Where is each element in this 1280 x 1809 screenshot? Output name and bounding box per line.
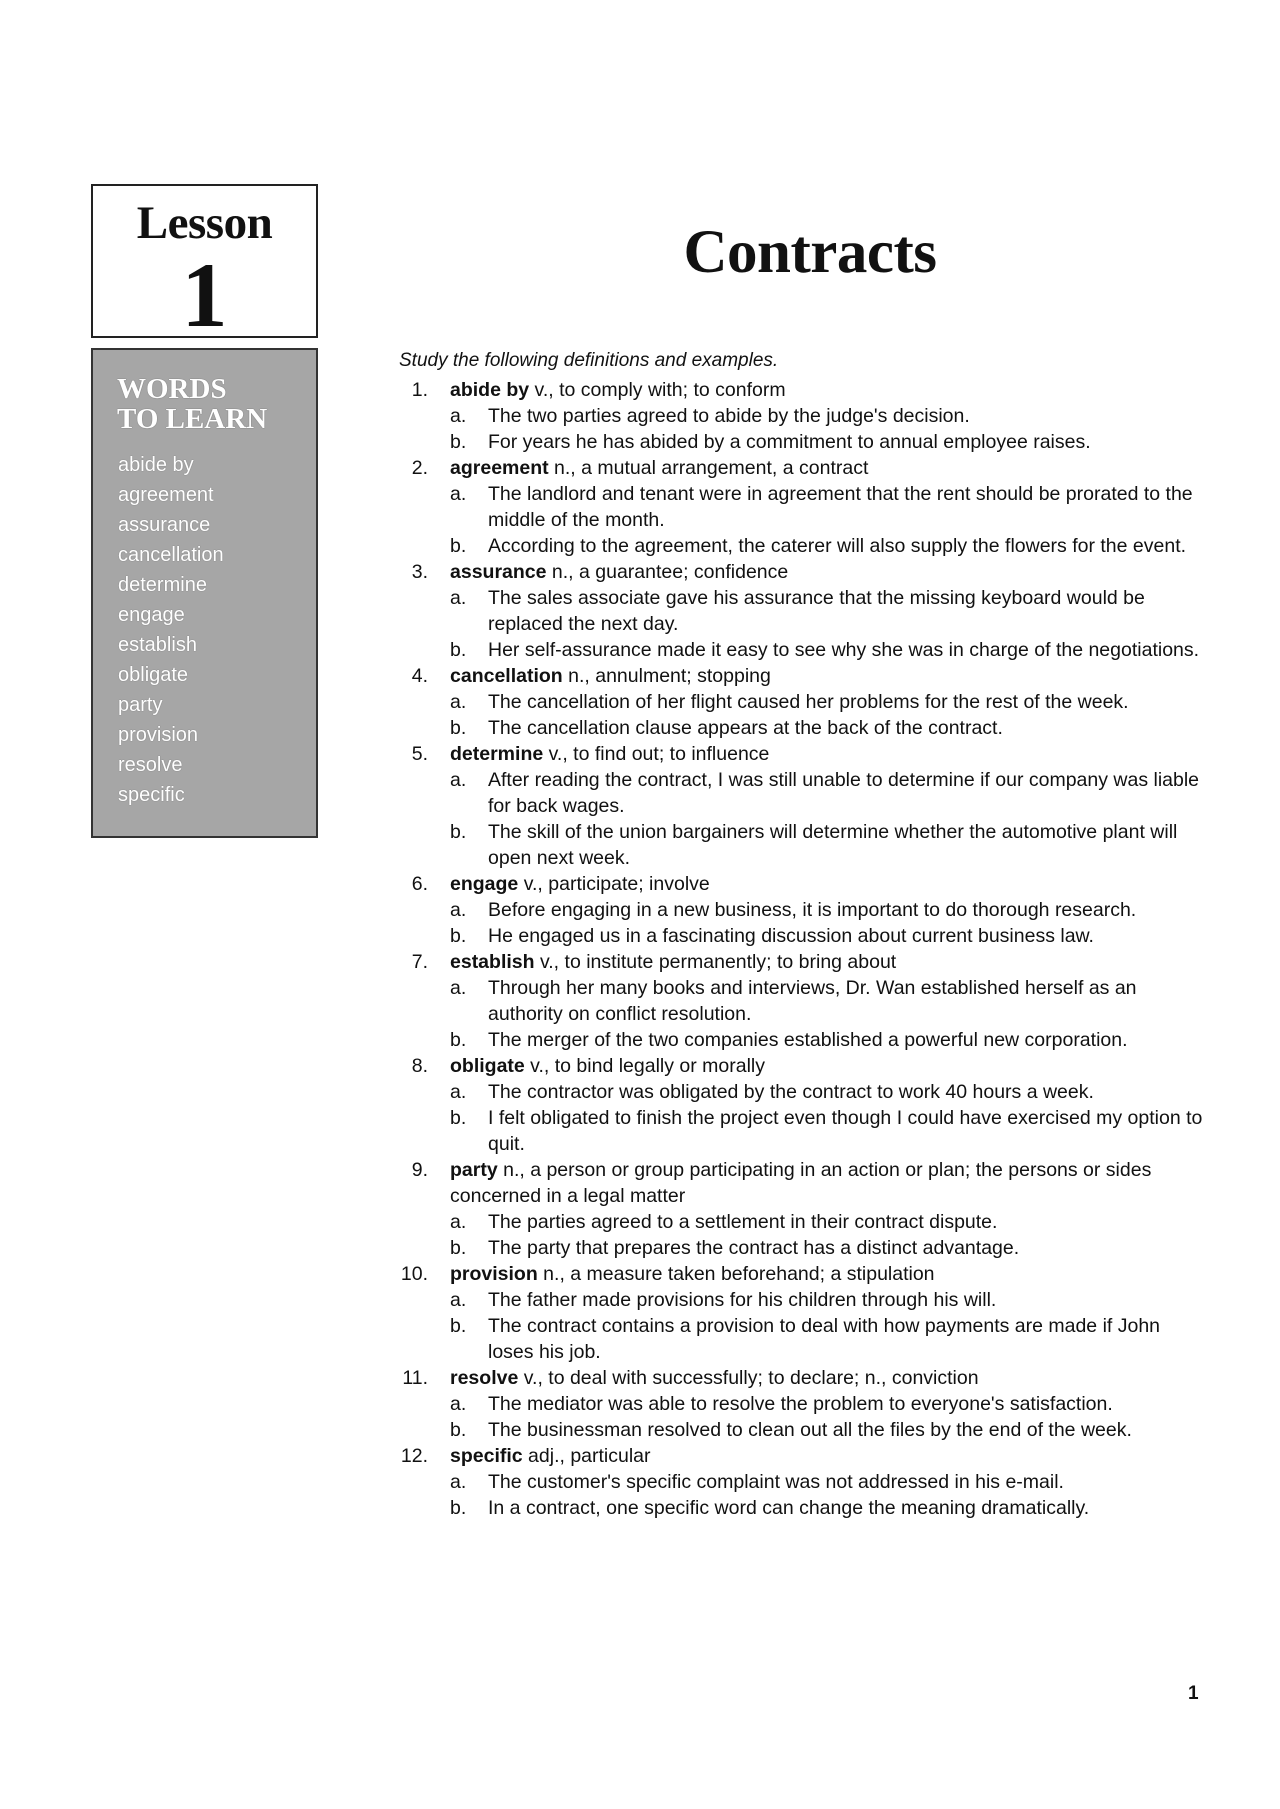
example-letter: b. — [450, 1107, 467, 1129]
example-letter: b. — [450, 925, 467, 947]
example-letter: a. — [450, 483, 467, 505]
entry-term: engage — [450, 873, 519, 895]
entry-definition: v., participate; involve — [518, 873, 710, 895]
vocab-entry — [380, 1365, 1210, 1443]
example-text: Through her many books and interviews, Dr. Wan established herself as an authority on conflict resolution. — [488, 977, 1137, 1025]
entry-term: assurance — [450, 561, 547, 583]
example-letter: b. — [450, 1029, 467, 1051]
example-letter: a. — [450, 405, 467, 427]
entry-example — [450, 429, 1210, 455]
example-letter: b. — [450, 431, 467, 453]
example-letter: b. — [450, 821, 467, 843]
example-letter: a. — [450, 1081, 467, 1103]
sidebar-title — [117, 374, 316, 434]
sidebar-word: resolve — [118, 754, 183, 776]
vocab-entry — [380, 455, 1210, 559]
example-letter: b. — [450, 717, 467, 739]
entry-number: 5. — [411, 743, 428, 765]
entry-number: 6. — [411, 873, 428, 895]
example-letter: b. — [450, 535, 467, 557]
page-number: 1 — [1188, 1683, 1199, 1704]
example-letter: a. — [450, 587, 467, 609]
entry-example — [450, 1469, 1210, 1495]
entry-term: party — [450, 1159, 498, 1181]
sidebar-title-line1: WORDS — [117, 373, 227, 405]
entry-example — [450, 1079, 1210, 1105]
entry-term: agreement — [450, 457, 549, 479]
entry-number: 9. — [411, 1159, 428, 1181]
sidebar-word: abide by — [118, 454, 194, 476]
example-text: The landlord and tenant were in agreement that the rent should be prorated to the middle of the month. — [488, 483, 1193, 531]
example-text: The sales associate gave his assurance that the missing keyboard would be replaced the next day. — [488, 587, 1145, 635]
entry-number: 10. — [400, 1263, 428, 1285]
example-letter: a. — [450, 691, 467, 713]
sidebar-word: establish — [118, 634, 197, 656]
entry-example — [450, 1235, 1210, 1261]
entry-definition: n., a guarantee; confidence — [546, 561, 789, 583]
entry-example — [450, 1105, 1210, 1157]
entry-example — [450, 1391, 1210, 1417]
sidebar-word: cancellation — [118, 544, 224, 566]
entry-example — [450, 1209, 1210, 1235]
example-letter: a. — [450, 1211, 467, 1233]
entry-example — [450, 923, 1210, 949]
entry-definition: n., a person or group participating in an action or plan; the persons or sides concerned in a legal matter — [450, 1159, 1152, 1207]
words-list — [118, 450, 316, 810]
entry-example — [450, 403, 1210, 429]
sidebar-word: provision — [118, 724, 199, 746]
entry-term: obligate — [450, 1055, 525, 1077]
entry-number: 7. — [411, 951, 428, 973]
example-letter: b. — [450, 1237, 467, 1259]
lesson-number: 1 — [181, 244, 228, 346]
entry-definition: v., to find out; to influence — [543, 743, 770, 765]
entry-example — [450, 637, 1210, 663]
example-text: The father made provisions for his children through his will. — [488, 1289, 997, 1311]
entry-example — [450, 481, 1210, 533]
example-text: The contract contains a provision to deal with how payments are made if John loses his job. — [488, 1315, 1161, 1363]
vocab-entry — [380, 1443, 1210, 1521]
example-text: The parties agreed to a settlement in their contract dispute. — [488, 1211, 998, 1233]
example-text: The cancellation clause appears at the back of the contract. — [488, 717, 1003, 739]
entry-example — [450, 689, 1210, 715]
sidebar-title-line2: TO LEARN — [117, 403, 268, 435]
instructions: Study the following definitions and examples. — [399, 350, 779, 371]
entry-definition: n., annulment; stopping — [562, 665, 771, 687]
sidebar-word: assurance — [118, 514, 211, 536]
sidebar-word: determine — [118, 574, 207, 596]
entry-term: resolve — [450, 1367, 519, 1389]
entry-example — [450, 1027, 1210, 1053]
entry-definition: v., to bind legally or morally — [524, 1055, 766, 1077]
example-letter: b. — [450, 1419, 467, 1441]
example-text: After reading the contract, I was still unable to determine if our company was liable for back wages. — [488, 769, 1200, 817]
entry-number: 2. — [411, 457, 428, 479]
example-letter: b. — [450, 1497, 467, 1519]
entry-example — [450, 1313, 1210, 1365]
entry-term: abide by — [450, 379, 530, 401]
example-text: The customer's specific complaint was not addressed in his e-mail. — [488, 1471, 1064, 1493]
entry-definition: v., to comply with; to conform — [529, 379, 786, 401]
entry-definition: adj., particular — [522, 1445, 651, 1467]
entry-definition: n., a mutual arrangement, a contract — [548, 457, 869, 479]
example-text: I felt obligated to finish the project even though I could have exercised my option to quit. — [488, 1107, 1203, 1155]
entry-term: cancellation — [450, 665, 563, 687]
vocab-entry — [380, 1261, 1210, 1365]
example-text: Before engaging in a new business, it is important to do thorough research. — [488, 899, 1137, 921]
example-letter: b. — [450, 1315, 467, 1337]
entry-term: provision — [450, 1263, 538, 1285]
entry-example — [450, 585, 1210, 637]
entry-example — [450, 1495, 1210, 1521]
entry-example — [450, 819, 1210, 871]
vocab-entry — [380, 1053, 1210, 1157]
sidebar-word: specific — [118, 784, 185, 806]
sidebar-word: obligate — [118, 664, 189, 686]
entry-example — [450, 1287, 1210, 1313]
entry-definition: v., to institute permanently; to bring about — [534, 951, 897, 973]
sidebar-word: agreement — [118, 484, 214, 506]
example-letter: a. — [450, 1471, 467, 1493]
entry-example — [450, 767, 1210, 819]
entry-number: 11. — [402, 1367, 428, 1389]
vocab-entry — [380, 559, 1210, 663]
example-letter: b. — [450, 639, 467, 661]
example-text: The contractor was obligated by the contract to work 40 hours a week. — [488, 1081, 1094, 1103]
vocab-entry — [380, 871, 1210, 949]
entry-example — [450, 715, 1210, 741]
sidebar-word: party — [118, 694, 163, 716]
entry-number: 12. — [400, 1445, 428, 1467]
example-text: The skill of the union bargainers will determine whether the automotive plant will open next week. — [488, 821, 1178, 869]
vocab-entry — [380, 741, 1210, 871]
lesson-header-box — [91, 184, 318, 346]
entry-term: establish — [450, 951, 535, 973]
example-letter: a. — [450, 769, 467, 791]
entry-example — [450, 975, 1210, 1027]
example-text: The cancellation of her flight caused her problems for the rest of the week. — [488, 691, 1129, 713]
example-letter: a. — [450, 899, 467, 921]
vocab-entry — [380, 1157, 1210, 1261]
example-text: For years he has abided by a commitment to annual employee raises. — [488, 431, 1091, 453]
example-text: According to the agreement, the caterer will also supply the flowers for the event. — [488, 535, 1187, 557]
entry-number: 8. — [411, 1055, 428, 1077]
entry-definition: n., a measure taken beforehand; a stipulation — [537, 1263, 935, 1285]
entry-example — [450, 533, 1210, 559]
example-letter: a. — [450, 1393, 467, 1415]
vocab-entry — [380, 377, 1210, 455]
vocabulary-entries — [380, 377, 1210, 1521]
entry-term: determine — [450, 743, 544, 765]
example-text: The party that prepares the contract has a distinct advantage. — [488, 1237, 1020, 1259]
example-text: In a contract, one specific word can change the meaning dramatically. — [488, 1497, 1090, 1519]
example-text: Her self-assurance made it easy to see why she was in charge of the negotiations. — [488, 639, 1200, 661]
words-to-learn-sidebar — [91, 348, 318, 838]
entry-number: 3. — [411, 561, 428, 583]
entry-number: 1. — [411, 379, 428, 401]
example-text: The two parties agreed to abide by the judge's decision. — [488, 405, 970, 427]
entry-term: specific — [450, 1445, 523, 1467]
example-text: The merger of the two companies established a powerful new corporation. — [488, 1029, 1128, 1051]
entry-example — [450, 897, 1210, 923]
sidebar-word: engage — [118, 604, 185, 626]
example-letter: a. — [450, 977, 467, 999]
vocab-entry — [380, 949, 1210, 1053]
example-text: The businessman resolved to clean out all the files by the end of the week. — [488, 1419, 1132, 1441]
example-text: He engaged us in a fascinating discussion about current business law. — [488, 925, 1094, 947]
entry-definition: v., to deal with successfully; to declare; n., conviction — [518, 1367, 979, 1389]
entry-number: 4. — [411, 665, 428, 687]
lesson-label: Lesson — [136, 197, 273, 249]
page-title: Contracts — [683, 219, 937, 286]
example-text: The mediator was able to resolve the problem to everyone's satisfaction. — [488, 1393, 1113, 1415]
entry-example — [450, 1417, 1210, 1443]
example-letter: a. — [450, 1289, 467, 1311]
vocab-entry — [380, 663, 1210, 741]
